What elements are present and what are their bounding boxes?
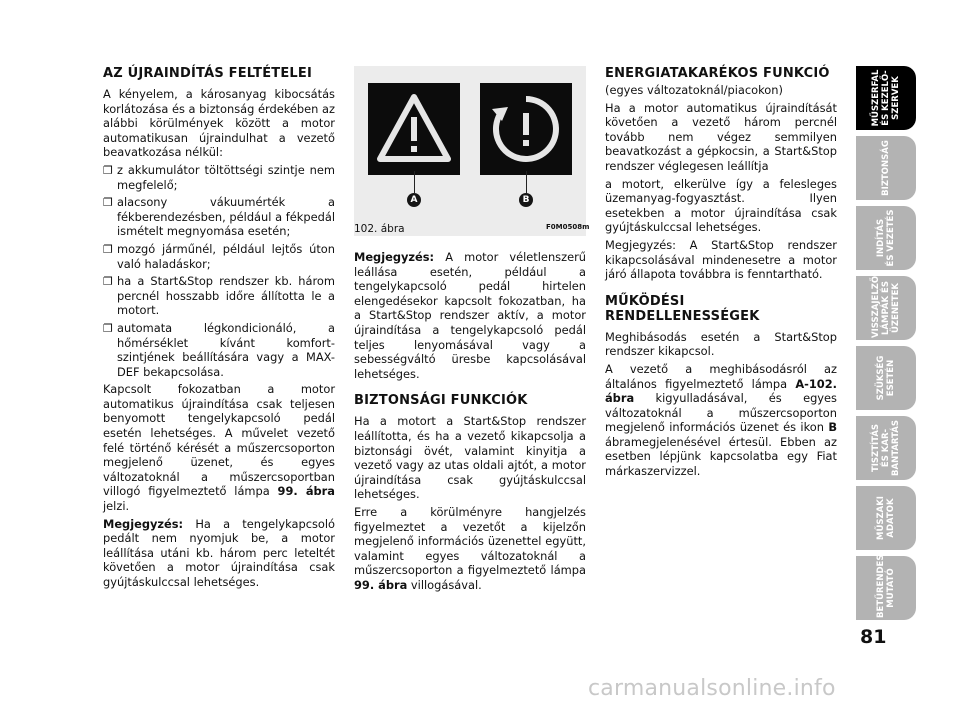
bullet-item: ❐ automata légkondicionáló, a hőmérséklet kívánt komfort-szintjének beállítására vagy a MAX-DEF bekapcsolása.: [103, 320, 335, 379]
column-left: [103, 66, 335, 593]
paragraph: Erre a körülményre hangjelzés figyelmeztet a vezetőt a kijelzőn megjelenő információs üzenettel együtt, valamint egyes változatoknál a műszercsoporton a figyelmeztető lámpa 99. ábra villogásával.: [354, 504, 586, 592]
paragraph: Ha a motor automatikus újraindítását követően a vezető három percnél tovább nem végez semmilyen beavatkozást a gépkocsin, a Start&Stop rendszer véglegesen leállítja: [605, 100, 837, 173]
startstop-fault-panel: [480, 83, 572, 175]
tab-technical-data[interactable]: MŰSZAKI ADATOK: [856, 486, 916, 550]
tab-emergency[interactable]: SZÜKSÉG ESETÉN: [856, 346, 916, 410]
checkbox-bullet-icon: ❐: [103, 163, 113, 177]
bullet-item: ❐ z akkumulátor töltöttségi szintje nem megfelelő;: [103, 162, 335, 192]
note-label: Megjegyzés:: [354, 250, 435, 264]
bullet-item: ❐ alacsony vákuumérték a fékberendezésben, például a fékpedál ismételt megnyomása esetén;: [103, 195, 335, 239]
figure-102: [354, 66, 586, 236]
callout-a: A: [407, 193, 421, 207]
paragraph: Megjegyzés: A Start&Stop rendszer kikapcsolásával mindenesetre a motor járó állapota továbbra is fenntartható.: [605, 237, 837, 282]
note-paragraph: Megjegyzés: A motor véletlenszerű leállása esetén, például a tengelykapcsoló pedál hirtelen elengedésekor kapcsolt fokozatban, ha a Start&Stop rendszer aktív, a motor újraindítása a tengelykapcsoló pedál teljes lenyomásával vagy a sebességváltó üresbe kapcsolásával lehetséges.: [354, 250, 586, 381]
section-heading-safety-functions: BIZTONSÁGI FUNKCIÓK: [354, 393, 528, 409]
paragraph: A vezető a meghibásodásról az általános figyelmeztető lámpa A-102. ábra kigyulladásával, és egyes változatoknál a műszercsoporton megjelenő információs üzenet és ikon B ábramegjelenésével értesül. Ebben az esetben lépjünk kapcsolatba egy Fiat márkaszervizzel.: [605, 361, 837, 479]
note-label: Megjegyzés:: [103, 516, 184, 531]
tab-index[interactable]: BETŰRENDES MUTATÓ: [856, 556, 916, 620]
section-heading-malfunctions: MŰKÖDÉSI RENDELLENESSÉGEK: [605, 293, 760, 324]
checkbox-bullet-icon: ❐: [103, 242, 113, 256]
paragraph: Kapcsolt fokozatban a motor automatikus újraindítása csak teljesen benyomott tengelykapcsoló pedál esetén lehetséges. A művelet vezető felé történő kérését a műszercsoporton megjelenő üzenet, és egyes változatoknál a műszercsoportban villogó figyelmeztető lámpa 99. ábra jelzi.: [103, 382, 335, 514]
tab-safety[interactable]: BIZTONSÁG: [856, 136, 916, 200]
figure-code: F0M0508m: [546, 223, 590, 231]
tab-dashboard-controls[interactable]: MŰSZERFAL ÉS KEZELŐ- SZERVEK: [856, 66, 916, 130]
column-right: [605, 66, 837, 482]
figure-caption: 102. ábra: [354, 223, 405, 235]
figure-reference: 99. ábra: [277, 484, 335, 499]
checkbox-bullet-icon: ❐: [103, 196, 113, 210]
tab-cleaning-maintenance[interactable]: TISZTÍTÁS ÉS KAR- BANTARTÁS: [856, 416, 916, 480]
tab-warning-lights[interactable]: VISSZAJELZŐ LÁMPÁK ÉS ÜZENETEK: [856, 276, 916, 340]
warning-triangle-icon: [368, 83, 460, 175]
page-number: 81: [860, 626, 887, 648]
subheading: (egyes változatoknál/piacokon): [605, 83, 783, 97]
warning-light-panel: [368, 83, 460, 175]
section-heading-energy-saving: ENERGIATAKARÉKOS FUNKCIÓ: [605, 66, 830, 81]
watermark: carmanualsonline.info: [588, 676, 836, 701]
paragraph: Meghibásodás esetén a Start&Stop rendszer kikapcsol.: [605, 329, 837, 359]
callout-b: B: [519, 193, 533, 207]
section-heading-restart-conditions: AZ ÚJRAINDÍTÁS FELTÉTELEI: [103, 66, 313, 81]
paragraph: Ha a motort a Start&Stop rendszer leállította, és ha a vezető kikapcsolja a biztonsági övét, valamint kinyitja a vezető vagy az utas oldali ajtót, a motor újraindítása csak gyújtáskulccsal lehetséges.: [354, 414, 586, 502]
icon-reference: B: [828, 420, 837, 435]
paragraph: a motort, elkerülve így a felesleges üzemanyag-fogyasztást. Ilyen esetekben a motor újraindítása csak gyújtáskulccsal lehetséges.: [605, 176, 837, 235]
bullet-item: ❐ ha a Start&Stop rendszer kb. három percnél hosszabb időre állította le a motort.: [103, 274, 335, 318]
checkbox-bullet-icon: ❐: [103, 321, 113, 335]
callout-line-a: [414, 171, 415, 193]
column-middle: [354, 250, 586, 595]
startstop-fault-icon: [480, 83, 572, 175]
tab-starting-driving[interactable]: INDÍTÁS ÉS VEZETÉS: [856, 206, 916, 270]
figure-reference: 99. ábra: [354, 577, 408, 592]
figure-reference: A-102. ábra: [605, 376, 837, 406]
checkbox-bullet-icon: ❐: [103, 275, 113, 289]
bullet-item: ❐ mozgó járműnél, például lejtős úton való haladáskor;: [103, 241, 335, 271]
note-paragraph: Megjegyzés: Ha a tengelykapcsoló pedált nem nyomjuk be, a motor leállítása utáni kb. három perc leteltét követően a motor újraindítása csak gyújtáskulccsal lehetséges.: [103, 516, 335, 589]
callout-line-b: [526, 171, 527, 193]
intro-paragraph: A kényelem, a károsanyag kibocsátás korlátozása és a biztonság érdekében az alábbi körülmények között a motor automatikusan újraindulhat a vezető beavatkozása nélkül:: [103, 87, 335, 160]
